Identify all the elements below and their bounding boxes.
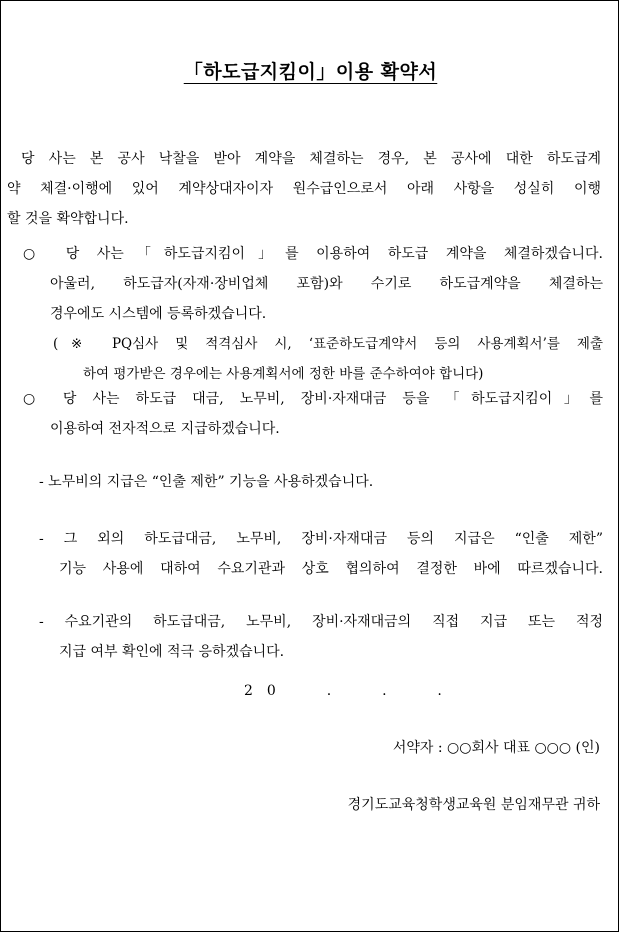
title-text: 「하도급지킴이」이용 확약서 — [183, 61, 438, 83]
item1-line-3: 경우에도 시스템에 등록하겠습니다. — [50, 306, 267, 322]
intro-paragraph — [7, 144, 601, 234]
item2-line-1: ○ 당 사는 하도급 대금, 노무비, 장비·자재대금 등을 「하도급지킴이」를 — [23, 391, 603, 407]
intro-line-1: 당 사는 본 공사 낙찰을 받아 계약을 체결하는 경우, 본 공사에 대한 하도급계 — [21, 151, 601, 167]
sub2-line-1: - 그 외의 하도급대금, 노무비, 장비·자재대금 등의 지급은 “인출 제한” — [39, 531, 603, 547]
sub3-line-1: - 수요기관의 하도급대금, 노무비, 장비·자재대금의 직접 지급 또는 적정 — [39, 614, 603, 630]
date-line: 20 . . . — [244, 683, 456, 699]
signature-line: 서약자 : ○○회사 대표 ○○○ (인) — [392, 740, 600, 756]
item1-line-1: ○ 당 사는「하도급지킴이」를 이용하여 하도급 계약을 체결하겠습니다. — [23, 246, 603, 262]
sub3-line-2: 지급 여부 확인에 적극 응하겠습니다. — [59, 644, 285, 660]
item2-line-2: 이용하여 전자적으로 지급하겠습니다. — [50, 421, 280, 437]
intro-line-3: 할 것을 확약합니다. — [7, 211, 129, 227]
item1-line-2: 아울러, 하도급자(자재·장비업체 포함)와 수기로 하도급계약을 체결하는 — [50, 276, 603, 292]
recipient-line: 경기도교육청학생교육원 분임재무관 귀하 — [347, 797, 600, 813]
commitment-item-2 — [23, 384, 603, 444]
item1-note-line-2: 하여 평가받은 경우에는 사용계획서에 정한 바를 준수하여야 합니다) — [83, 366, 484, 382]
sub1-line-1: - 노무비의 지급은 “인출 제한” 기능을 사용하겠습니다. — [39, 474, 374, 490]
sub-item-labor-cost — [39, 467, 599, 497]
sub-item-direct-payment — [39, 607, 603, 667]
commitment-item-1 — [23, 239, 603, 389]
item1-note-line-1: (※ PQ심사 및 적격심사 시, ‘표준하도급계약서 등의 사용계획서’를 제출 — [53, 336, 603, 352]
intro-line-2: 약 체결·이행에 있어 계약상대자이자 원수급인으로서 아래 사항을 성실히 이행 — [7, 181, 601, 197]
sub-item-other-payments — [39, 524, 603, 584]
document-title — [1, 57, 619, 84]
sub2-line-2: 기능 사용에 대하여 수요기관과 상호 협의하여 결정한 바에 따르겠습니다. — [59, 561, 603, 577]
